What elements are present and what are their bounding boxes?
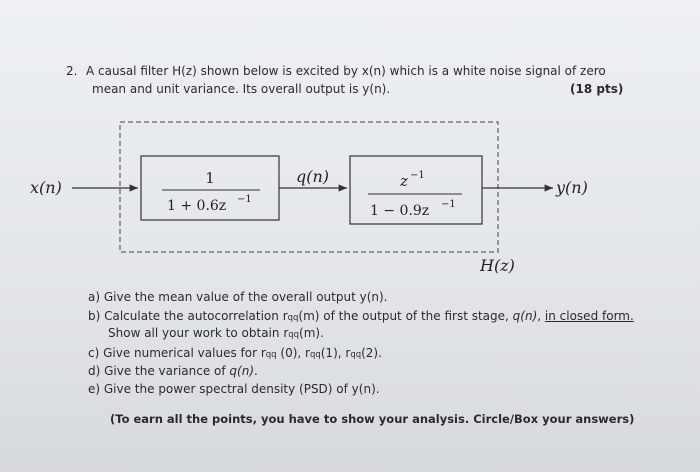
part-e: e) Give the power spectral density (PSD) of y(n). [88, 382, 380, 396]
part-b2-subscript: qq [288, 330, 300, 340]
points-label: (18 pts) [570, 82, 624, 96]
block1-exponent: −1 [237, 194, 252, 205]
part-d-qn: q(n) [229, 364, 255, 378]
part-b-line2 [108, 326, 324, 340]
input-label: x(n) [30, 178, 62, 197]
part-b-prefix: b) Calculate the autocorrelation r [88, 309, 288, 323]
part-b-subscript: qq [287, 313, 299, 323]
part-c-sub-0: qq [265, 350, 277, 360]
block2-exponent: −1 [441, 199, 456, 210]
intermediate-label: q(n) [296, 167, 330, 186]
part-b-mid: (m) of the output of the first stage, [298, 309, 513, 323]
part-b2-prefix: Show all your work to obtain r [108, 326, 289, 340]
part-c-2: (2). [361, 346, 382, 360]
part-c-0: (0), r [276, 346, 310, 360]
part-b [88, 309, 634, 323]
part-c-sub-2: qq [350, 350, 362, 360]
part-b2-suffix: (m). [299, 326, 324, 340]
part-b-comma: , [537, 309, 545, 323]
part-d-prefix: d) Give the variance of [88, 364, 230, 378]
output-label: y(n) [556, 178, 588, 197]
part-c-1: (1), r [320, 346, 351, 360]
part-c-sub-1: qq [309, 350, 321, 360]
system-boundary [120, 122, 498, 252]
block2-numerator-exponent: −1 [410, 170, 425, 181]
block1-denominator: 1 + 0.6z [167, 198, 227, 214]
system-label: H(z) [480, 256, 515, 275]
block2-denominator: 1 − 0.9z [370, 203, 430, 219]
block1-numerator: 1 [205, 169, 215, 187]
question-text-line1: A causal filter H(z) shown below is excited by x(n) which is a white noise signal of zero [86, 64, 606, 78]
block2-numerator-base: z [400, 172, 408, 190]
part-b-qn: q(n) [512, 309, 538, 323]
part-d-suffix: . [254, 364, 258, 378]
question-text-line2: mean and unit variance. Its overall output is y(n). [92, 82, 391, 96]
question-number: 2. [66, 64, 78, 78]
instruction-note: (To earn all the points, you have to show your analysis. Circle/Box your answers) [110, 412, 635, 426]
part-a: a) Give the mean value of the overall output y(n). [88, 290, 388, 304]
part-c [88, 346, 382, 360]
part-b-closed-form: in closed form. [544, 309, 634, 323]
part-d [88, 364, 258, 378]
part-c-prefix: c) Give numerical values for r [88, 346, 266, 360]
